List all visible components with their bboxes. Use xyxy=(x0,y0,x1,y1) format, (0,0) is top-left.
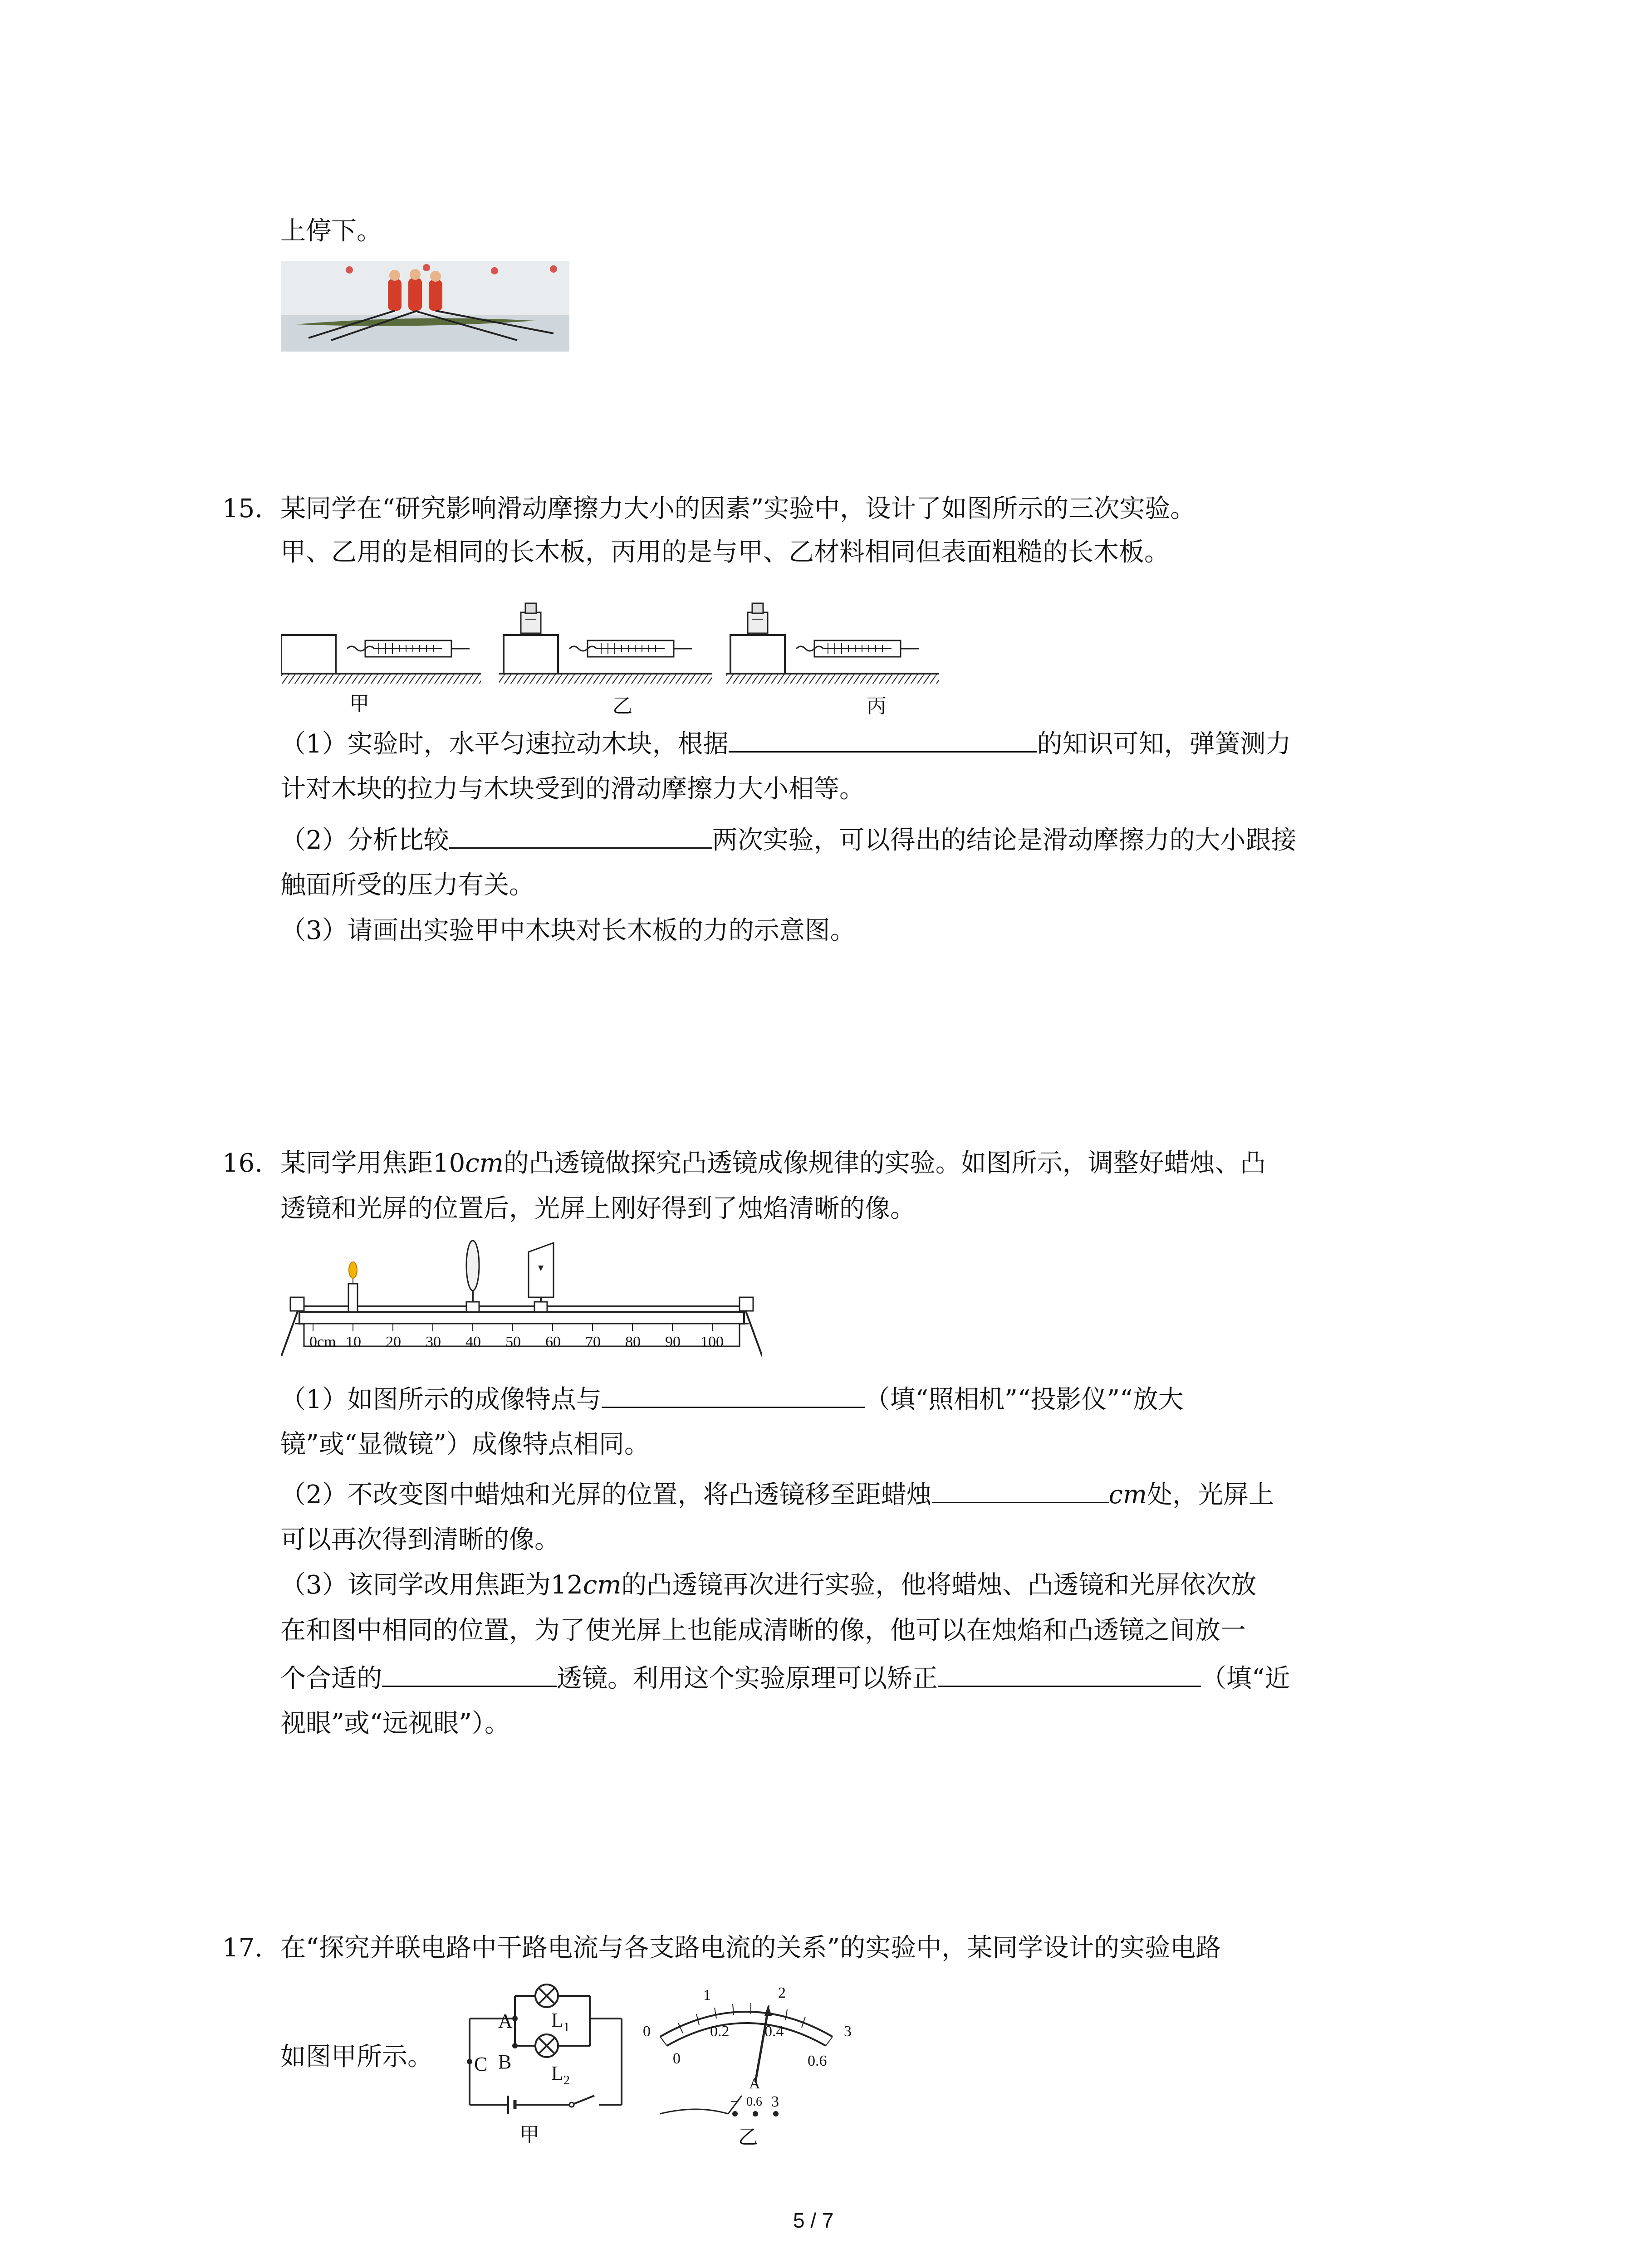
q16-part1-line1 xyxy=(280,1381,1184,1418)
q16-part3-text-e: 透镜。利用这个实验原理可以矫正 xyxy=(557,1664,938,1693)
circuit-label-b: B xyxy=(498,2051,512,2073)
ruler-label-40: 40 xyxy=(465,1334,481,1350)
q15-part1-text-a: （1）实验时，水平匀速拉动木块，根据 xyxy=(280,729,729,759)
meter-inner-0: 0 xyxy=(673,2050,681,2067)
ruler-label-100: 100 xyxy=(700,1334,724,1350)
fig-label-bing: 丙 xyxy=(867,695,887,717)
ruler-label-70: 70 xyxy=(585,1334,601,1350)
meter-outer-2: 2 xyxy=(778,1984,786,2001)
circuit-label-l2-text: L xyxy=(551,2062,563,2084)
meter-caption-yi: 乙 xyxy=(738,2126,758,2148)
page-number: 5 / 7 xyxy=(793,2209,834,2232)
circuit-label-l1-sub: 1 xyxy=(563,2020,570,2034)
fig-label-jia: 甲 xyxy=(349,693,369,715)
q16-part3-text-b: 的凸透镜再次进行实验，他将蜡烛、凸透镜和光屏依次放 xyxy=(621,1570,1257,1600)
q17-number: 17. xyxy=(222,1933,263,1963)
prev-question-tail: 上停下。 xyxy=(280,216,382,246)
q16-part3-line3 xyxy=(280,1660,1290,1697)
q16-stem-a: 某同学用焦距 xyxy=(280,1149,433,1178)
q16-part3-unit: cm xyxy=(583,1570,622,1600)
circuit-caption-jia: 甲 xyxy=(519,2124,539,2146)
q15-part2-line1 xyxy=(280,822,1297,859)
meter-outer-3: 3 xyxy=(844,2023,852,2040)
ruler-label-10: 10 xyxy=(346,1334,361,1350)
ruler-labels xyxy=(281,1334,762,1352)
q15-part2-line2: 触面所受的压力有关。 xyxy=(280,870,534,900)
q16-blank-2[interactable] xyxy=(932,1476,1109,1503)
q16-part3-text-f: （填“近 xyxy=(1201,1664,1290,1693)
q16-stem-line2: 透镜和光屏的位置后，光屏上刚好得到了烛焰清晰的像。 xyxy=(280,1194,916,1223)
q16-stem-b: 的凸透镜做探究凸透镜成像规律的实验。如图所示，调整好蜡烛、凸 xyxy=(503,1149,1266,1178)
fig-label-yi: 乙 xyxy=(612,695,632,717)
q16-focal-value: 10 xyxy=(433,1149,465,1178)
q16-part3-text-d: 个合适的 xyxy=(280,1664,382,1693)
q16-part2-line1 xyxy=(280,1476,1274,1513)
q16-part1-line2: 镜”或“显微镜”）成像特点相同。 xyxy=(280,1430,650,1459)
circuit-label-l1 xyxy=(551,2009,570,2035)
q16-part3-text-a: （3）该同学改用焦距为 xyxy=(280,1570,551,1600)
q15-blank-2[interactable] xyxy=(449,822,712,849)
q15-part3: （3）请画出实验甲中木块对长木板的力的示意图。 xyxy=(280,916,856,945)
q17-stem-line2: 如图甲所示。 xyxy=(280,2042,433,2072)
q15-part1-line2: 计对木块的拉力与木块受到的滑动摩擦力大小相等。 xyxy=(280,774,865,804)
circuit-label-l2-sub: 2 xyxy=(563,2073,570,2087)
q16-part3-line1 xyxy=(280,1567,1256,1603)
meter-terminal-06: 0.6 xyxy=(746,2095,762,2109)
q17-stem-line1: 在“探究并联电路中干路电流与各支路电流的关系”的实验中，某同学设计的实验电路 xyxy=(280,1933,1221,1963)
circuit-label-l2 xyxy=(551,2062,570,2088)
ruler-label-80: 80 xyxy=(625,1334,641,1350)
ruler-label-30: 30 xyxy=(426,1334,441,1350)
q16-stem-line1 xyxy=(280,1145,1266,1182)
q16-blank-4[interactable] xyxy=(938,1660,1201,1687)
q16-part2-text-b: 处，光屏上 xyxy=(1147,1480,1274,1510)
q16-part2-text-a: （2）不改变图中蜡烛和光屏的位置，将凸透镜移至距蜡烛 xyxy=(280,1480,932,1510)
q16-part3-line4: 视眼”或“远视眼”）。 xyxy=(280,1709,510,1738)
rowing-photo xyxy=(281,261,569,352)
meter-unit-a: A xyxy=(749,2075,760,2092)
q16-part3-line2: 在和图中相同的位置，为了使光屏上也能成清晰的像，他可以在烛焰和凸透镜之间放一 xyxy=(280,1616,1246,1645)
parallel-circuit-diagram xyxy=(463,1982,635,2146)
q16-part1-text-a: （1）如图所示的成像特点与 xyxy=(280,1385,602,1414)
q16-number: 16. xyxy=(222,1149,263,1178)
meter-terminal-3: 3 xyxy=(771,2093,779,2110)
circuit-label-a: A xyxy=(498,2010,513,2032)
ruler-label-20: 20 xyxy=(386,1334,401,1350)
q15-number: 15. xyxy=(222,494,263,523)
q16-part1-text-b: （填“照相机”“投影仪”“放大 xyxy=(864,1385,1184,1414)
q16-part3-focal-value: 12 xyxy=(550,1570,583,1600)
ruler-label-60: 60 xyxy=(545,1334,561,1350)
meter-inner-3: 0.6 xyxy=(808,2053,827,2069)
meter-outer-1: 1 xyxy=(703,1987,711,2004)
ruler-label-0: 0cm xyxy=(309,1334,336,1350)
friction-experiment-figure xyxy=(281,576,939,717)
q15-stem-line2: 甲、乙用的是相同的长木板，丙用的是与甲、乙材料相同但表面粗糙的长木板。 xyxy=(280,538,1170,567)
q15-blank-1[interactable] xyxy=(729,726,1037,753)
meter-outer-0: 0 xyxy=(643,2023,651,2040)
ammeter-dial xyxy=(633,1978,869,2148)
q15-part2-text-a: （2）分析比较 xyxy=(280,826,449,855)
q15-part1-text-b: 的知识可知，弹簧测力 xyxy=(1037,729,1291,759)
ruler-label-50: 50 xyxy=(505,1334,521,1350)
circuit-label-c: C xyxy=(474,2053,488,2075)
q16-focal-unit: cm xyxy=(465,1149,504,1178)
q16-blank-1[interactable] xyxy=(602,1381,865,1408)
q15-stem-line1: 某同学在“研究影响滑动摩擦力大小的因素”实验中，设计了如图所示的三次实验。 xyxy=(280,494,1196,523)
meter-inner-1: 0.2 xyxy=(710,2023,730,2040)
meter-scale-labels xyxy=(633,1978,869,2141)
meter-inner-2: 0.4 xyxy=(764,2023,784,2040)
q15-part1-line1 xyxy=(280,726,1291,763)
optical-bench-figure xyxy=(281,1234,762,1361)
circuit-label-l1-text: L xyxy=(551,2009,563,2031)
q16-blank-3[interactable] xyxy=(382,1660,557,1687)
ruler-label-90: 90 xyxy=(665,1334,681,1350)
q16-part2-unit: cm xyxy=(1108,1480,1147,1510)
meter-terminal-neg: − xyxy=(730,2093,740,2110)
q16-part2-line2: 可以再次得到清晰的像。 xyxy=(280,1525,560,1554)
q15-part2-text-b: 两次实验，可以得出的结论是滑动摩擦力的大小跟接 xyxy=(712,826,1297,855)
